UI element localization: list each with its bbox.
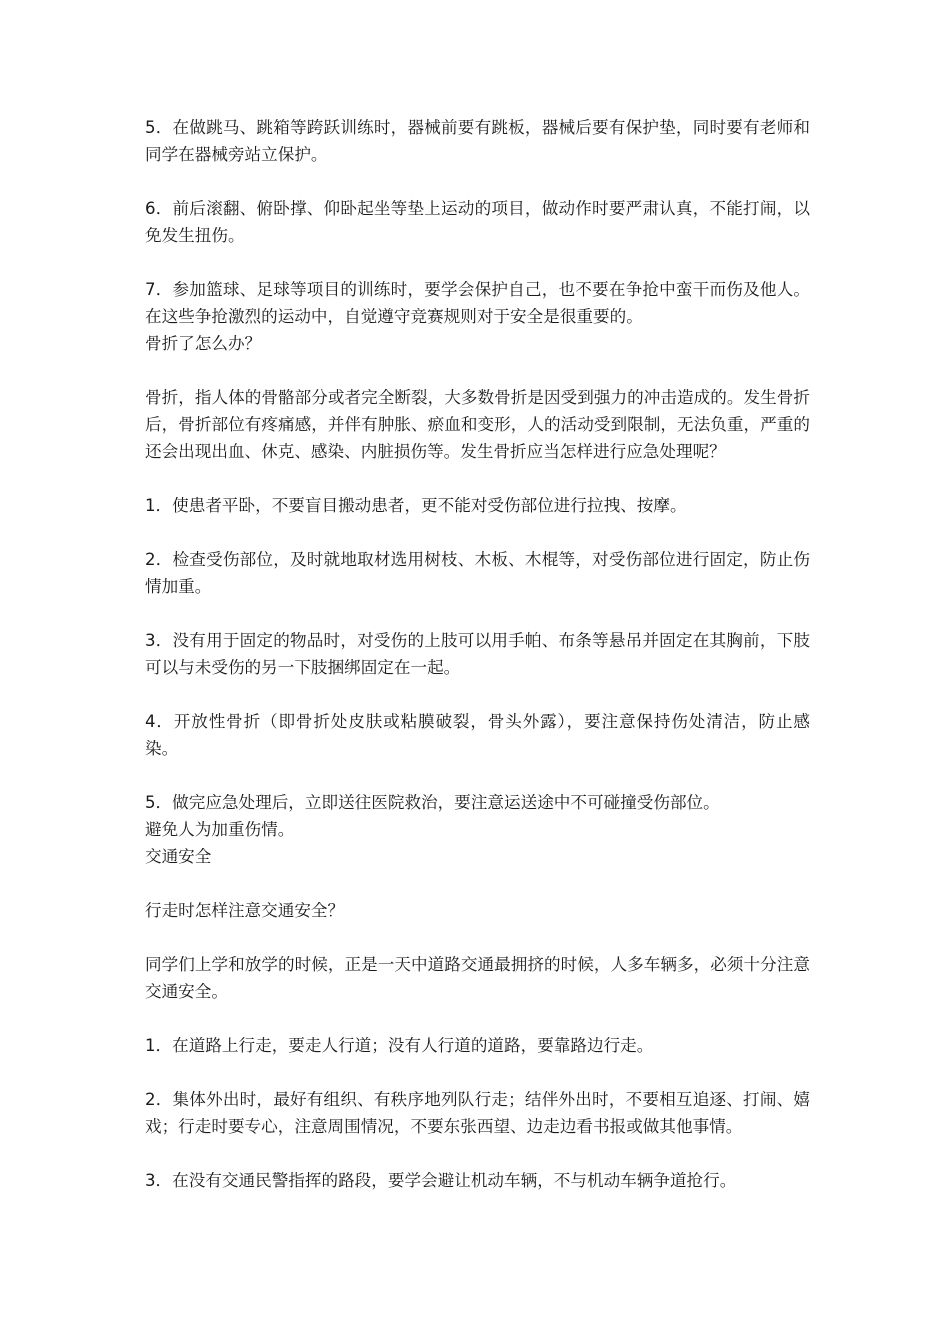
heading-fracture: 骨折了怎么办？ (145, 334, 262, 353)
list-item-fracture-3: 3．没有用于固定的物品时，对受伤的上肢可以用手帕、布条等悬吊并固定在其胸前，下肢可以与未受伤的另一下肢捆绑固定在一起。 (145, 631, 810, 677)
document-body (145, 114, 810, 1194)
paragraph-vaulting-safety: 5．在做跳马、跳箱等跨跃训练时，器械前要有跳板，器械后要有保护垫，同时要有老师和同学在器械旁站立保护。 (145, 118, 810, 164)
list-item-fracture-5: 5．做完应急处理后，立即送往医院救治，要注意运送途中不可碰撞受伤部位。 (145, 793, 720, 812)
paragraph-ball-games: 7．参加篮球、足球等项目的训练时，要学会保护自己，也不要在争抢中蛮干而伤及他人。在这些争抢激烈的运动中，自觉遵守竞赛规则对于安全是很重要的。 (145, 280, 810, 326)
list-item-fracture-4: 4．开放性骨折（即骨折处皮肤或粘膜破裂，骨头外露），要注意保持伤处清洁，防止感染。 (145, 712, 810, 758)
paragraph-fracture-intro: 骨折，指人体的骨骼部分或者完全断裂，大多数骨折是因受到强力的冲击造成的。发生骨折后，骨折部位有疼痛感，并伴有肿胀、瘀血和变形，人的活动受到限制，无法负重，严重的还会出现出血、休克、感染、内脏损伤等。发生骨折应当怎样进行应急处理呢？ (145, 388, 810, 461)
heading-walking-safety: 行走时怎样注意交通安全？ (145, 901, 345, 920)
paragraph-mat-exercise: 6．前后滚翻、俯卧撑、仰卧起坐等垫上运动的项目，做动作时要严肃认真，不能打闹，以免发生扭伤。 (145, 199, 810, 245)
section-heading-traffic-safety: 交通安全 (145, 847, 212, 866)
paragraph-avoid-aggravation: 避免人为加重伤情。 (145, 820, 295, 839)
list-item-fracture-1: 1．使患者平卧，不要盲目搬动患者，更不能对受伤部位进行拉拽、按摩。 (145, 496, 687, 515)
list-item-traffic-1: 1．在道路上行走，要走人行道；没有人行道的道路，要靠路边行走。 (145, 1036, 654, 1055)
list-item-traffic-3: 3．在没有交通民警指挥的路段，要学会避让机动车辆，不与机动车辆争道抢行。 (145, 1171, 737, 1190)
list-item-fracture-2: 2．检查受伤部位，及时就地取材选用树枝、木板、木棍等，对受伤部位进行固定，防止伤情加重。 (145, 550, 810, 596)
paragraph-traffic-intro: 同学们上学和放学的时候，正是一天中道路交通最拥挤的时候，人多车辆多，必须十分注意交通安全。 (145, 955, 810, 1001)
list-item-traffic-2: 2．集体外出时，最好有组织、有秩序地列队行走；结伴外出时，不要相互追逐、打闹、嬉戏；行走时要专心，注意周围情况，不要东张西望、边走边看书报或做其他事情。 (145, 1090, 810, 1136)
